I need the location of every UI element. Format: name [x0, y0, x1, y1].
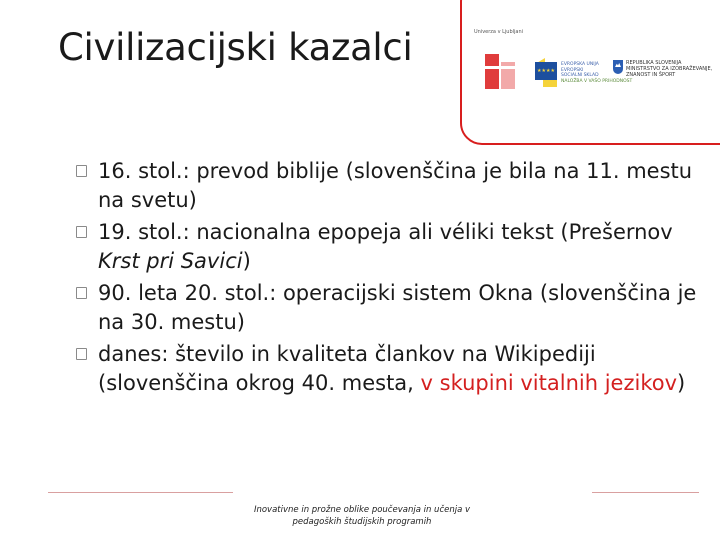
square-bullet-icon [76, 348, 87, 360]
square-bullet-icon [76, 287, 87, 299]
square-bullet-icon [76, 165, 87, 177]
footer-line-2: pedagoških študijskih programih [292, 517, 432, 527]
slide-title: Civilizacijski kazalci [58, 26, 413, 69]
bullet-segment: 16. stol.: prevod biblije (slovenščina je bila na 11. mestu na svetu) [98, 159, 693, 212]
bullet-text [98, 279, 706, 337]
bullet-item [76, 218, 706, 276]
eu-flag-icon: ★★★★ [535, 62, 557, 80]
bullet-text [98, 157, 706, 215]
bullet-text [98, 340, 706, 398]
ministry-logo-text [626, 60, 712, 78]
bullet-segment: danes: število in kvaliteta člankov na Wikipediji (slovenščina okrog 40. mesta, [98, 342, 596, 395]
footer-divider-left [48, 492, 233, 493]
eu-arrow-bar [543, 80, 557, 87]
eu-text-line: EVROPSKI [561, 67, 584, 73]
bullet-segment: v skupini vitalnih jezikov [420, 371, 678, 395]
bullet-list [76, 157, 706, 401]
eu-text-line: NALOŽBA V VAŠO PRIHODNOST [561, 78, 633, 84]
footer-text [232, 504, 492, 528]
ministry-text-line: MINISTRSTVO ZA IZOBRAŽEVANJE, [626, 66, 713, 72]
eu-text-line: EVROPSKA UNIJA [561, 62, 599, 67]
university-logo [485, 54, 515, 89]
ministry-text-line: ZNANOST IN ŠPORT [626, 72, 676, 78]
footer-line-1: Inovativne in prožne oblike poučevanja in učenja v [253, 505, 471, 515]
bullet-segment: 90. leta 20. stol.: operacijski sistem Okna (slovenščina je na 30. mestu) [98, 281, 697, 334]
university-name: Univerza v Ljubljani [474, 29, 524, 35]
ministry-text-line: REPUBLIKA SLOVENIJA [626, 60, 682, 66]
bullet-item [76, 157, 706, 215]
bullet-segment: ) [677, 371, 686, 395]
footer-divider-right [592, 492, 699, 493]
square-bullet-icon [76, 226, 87, 238]
bullet-text [98, 218, 706, 276]
bullet-segment: 19. stol.: nacionalna epopeja ali véliki tekst (Prešernov [98, 220, 673, 244]
bullet-item [76, 340, 706, 398]
bullet-segment: ) [242, 249, 251, 273]
ministry-crest-icon [613, 60, 623, 74]
bullet-item [76, 279, 706, 337]
bullet-segment: Krst pri Savici [98, 249, 243, 273]
eu-text-line: SOCIALNI SKLAD [561, 73, 599, 78]
